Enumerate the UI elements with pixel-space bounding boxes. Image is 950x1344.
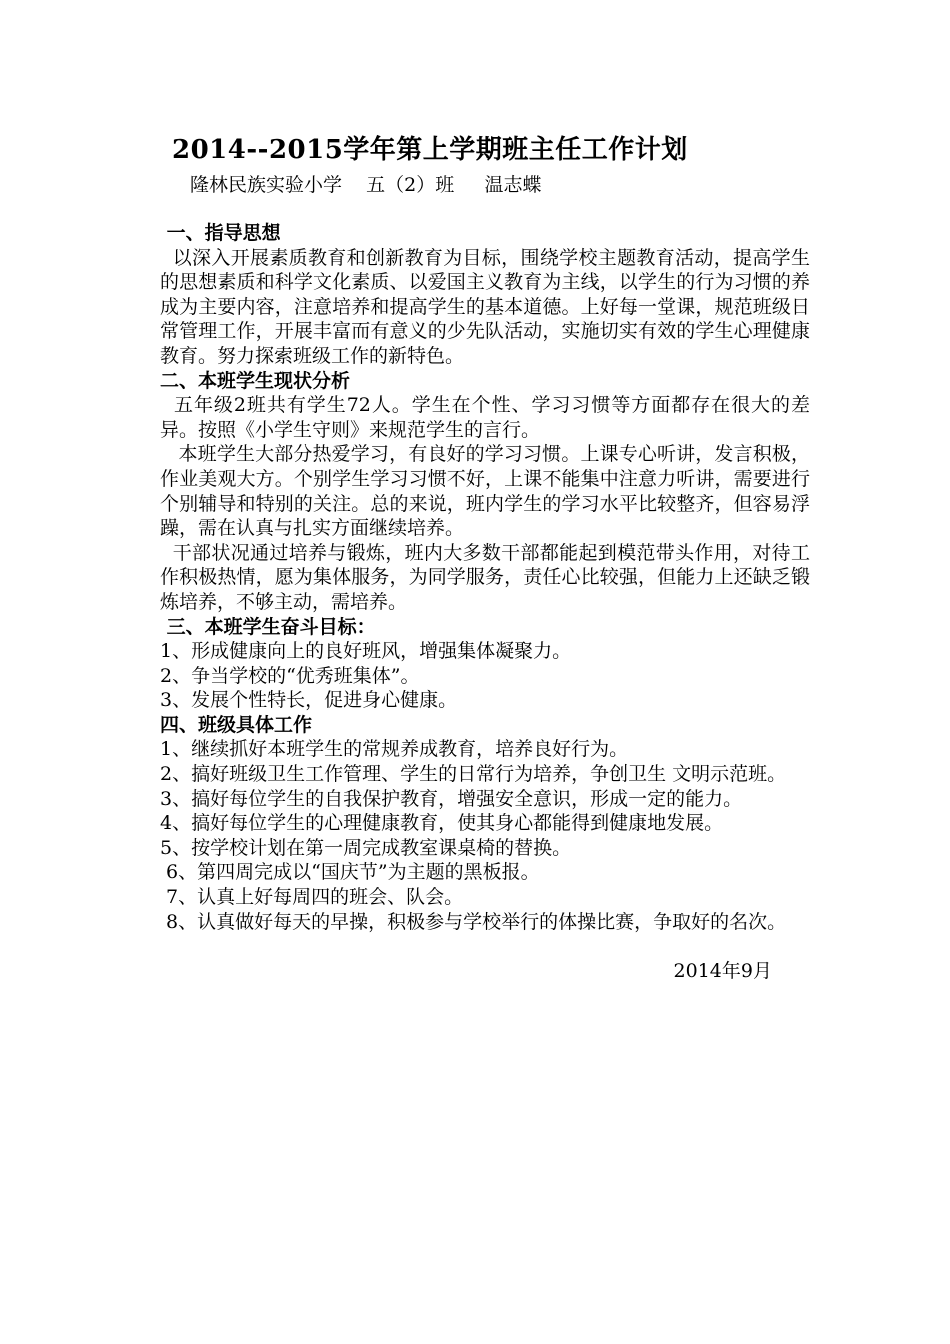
- section-heading-goals: 三、本班学生奋斗目标：: [160, 615, 376, 638]
- list-item: 1、继续抓好本班学生的常规养成教育，培养良好行为。: [160, 738, 629, 761]
- document-title: 2014--2015学年第上学期班主任工作计划: [172, 135, 688, 165]
- list-item: 3、搞好每位学生的自我保护教育，增强安全意识，形成一定的能力。: [160, 787, 743, 810]
- paragraph: 以深入开展素质教育和创新教育为目标，围绕学校主题教育活动，提高学生的思想素质和科学文化素质、以爱国主义教育为主线，以学生的行为习惯的养成为主要内容，注意培养和提高学生的基本道德。上好每一堂课，规范班级日常管理工作，开展丰富而有意义的少先队活动，实施切实有效的学生心理健康教育。努力探索班级工作的新特色。: [160, 246, 810, 367]
- document-page: [160, 130, 810, 986]
- section-heading-analysis: 二、本班学生现状分析: [160, 369, 351, 392]
- document-subtitle: 隆林民族实验小学 五（2）班 温志蝶: [190, 174, 542, 196]
- document-date: 2014年9月: [673, 960, 772, 983]
- list-item: 2、争当学校的“优秀班集体”。: [160, 664, 420, 687]
- list-item: 4、搞好每位学生的心理健康教育，使其身心都能得到健康地发展。: [160, 812, 724, 835]
- list-item: 7、认真上好每周四的班会、队会。: [160, 886, 464, 909]
- section-heading-work: 四、班级具体工作: [160, 713, 313, 736]
- spacer: [160, 200, 810, 221]
- list-item: 1、形成健康向上的良好班风，增强集体凝聚力。: [160, 640, 572, 663]
- list-item: 2、搞好班级卫生工作管理、学生的日常行为培养，争创卫生 文明示范班。: [160, 763, 787, 786]
- list-item: 8、认真做好每天的早操，积极参与学校举行的体操比赛，争取好的名次。: [160, 910, 787, 933]
- list-item: 5、按学校计划在第一周完成教室课桌椅的替换。: [160, 836, 572, 859]
- section-heading-guiding: 一、指导思想: [160, 222, 281, 244]
- paragraph: 干部状况通过培养与锻炼，班内大多数干部都能起到模范带头作用，对待工作积极热情，愿为集体服务，为同学服务，责任心比较强，但能力上还缺乏锻炼培养，不够主动，需培养。: [160, 541, 810, 613]
- paragraph: 五年级2班共有学生72人。学生在个性、学习习惯等方面都存在很大的差异。按照《小学生守则》来规范学生的言行。: [160, 394, 810, 441]
- paragraph: 本班学生大部分热爱学习，有良好的学习习惯。上课专心听讲，发言积极，作业美观大方。个别学生学习习惯不好，上课不能集中注意力听讲，需要进行个别辅导和特别的关注。总的来说，班内学生的学习水平比较整齐，但容易浮躁，需在认真与扎实方面继续培养。: [160, 443, 810, 540]
- list-item: 6、第四周完成以“国庆节”为主题的黑板报。: [160, 861, 540, 884]
- list-item: 3、发展个性特长，促进身心健康。: [160, 689, 458, 712]
